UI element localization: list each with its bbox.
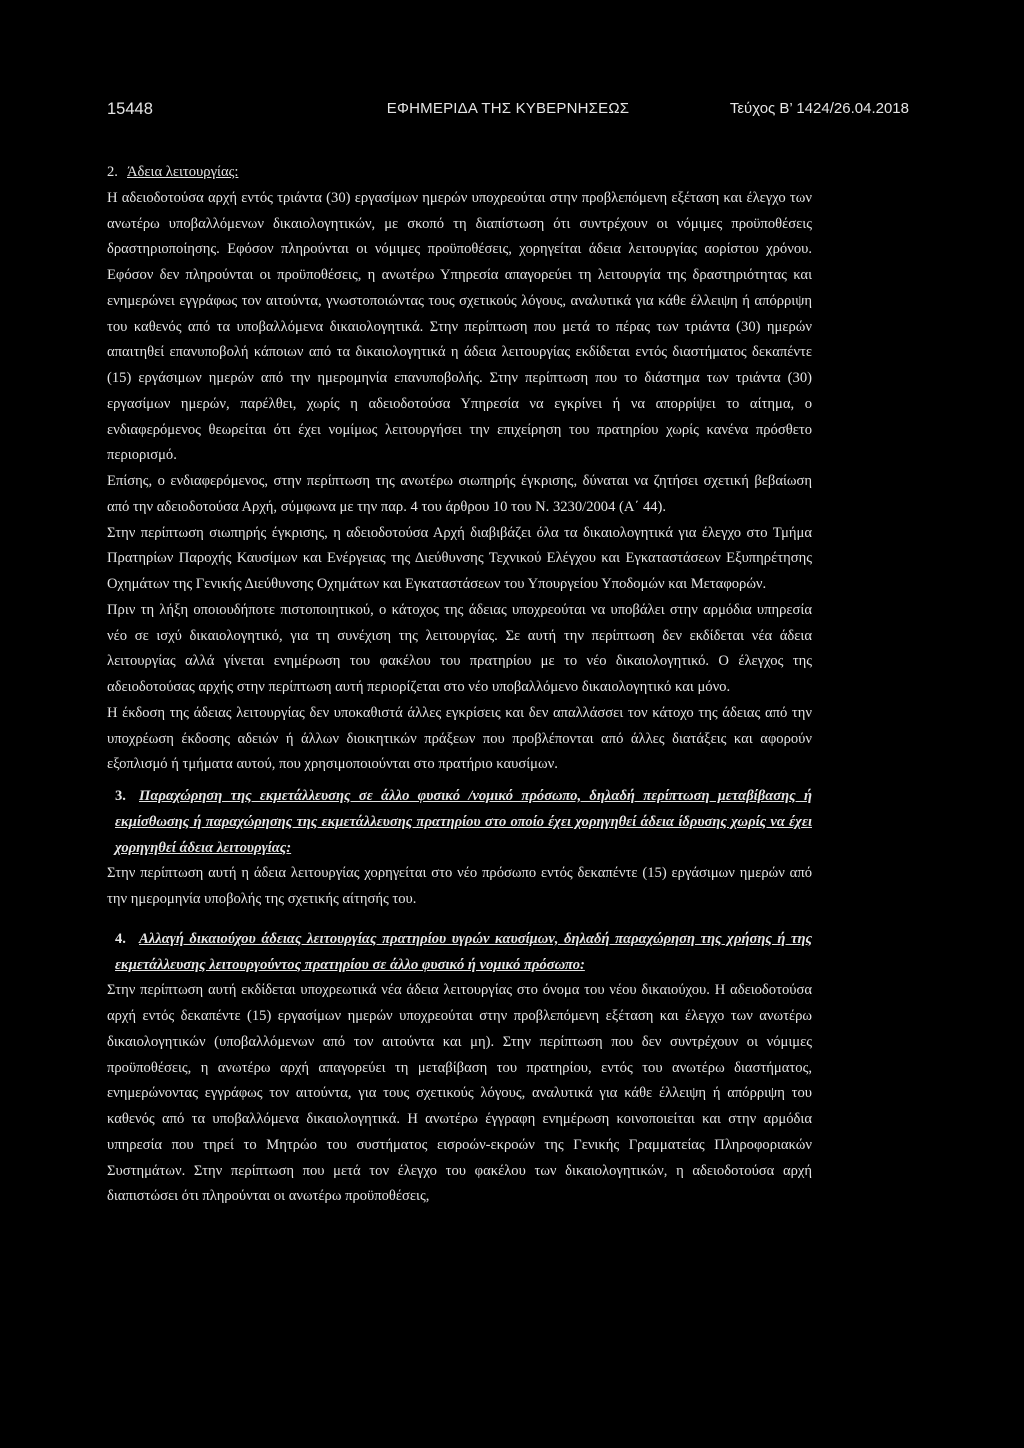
section-4-heading — [107, 927, 812, 979]
document-body — [107, 160, 812, 1210]
section-2-paragraph-5: Η έκδοση της άδειας λειτουργίας δεν υποκαθιστά άλλες εγκρίσεις και δεν απαλλάσσει τον κάτοχο της άδειας από την υποχρέωση έκδοσης αδειών ή άλλων διοικητικών πράξεων που προβλέπονται από άλλες διατάξεις και αφορούν εξοπλισμό ή τμήματα αυτού, που χρησιμοποιούνται στο πρατήριο καυσίμων. — [107, 704, 812, 773]
page-header — [107, 100, 909, 126]
section-3-number: 3. — [115, 788, 126, 804]
issue-info: Τεύχος Β’ 1424/26.04.2018 — [729, 100, 909, 117]
section-2-paragraph-1: Η αδειοδοτούσα αρχή εντός τριάντα (30) εργασίμων ημερών υποχρεούται στην προβλεπόμενη εξέταση και έλεγχο των ανωτέρω υποβαλλόμενων δικαιολογητικών, με σκοπό τη διαπίστωση ότι συντρέχουν οι νόμιμες προϋποθέσεις δραστηριοποίησης. Εφόσον πληρούνται οι νόμιμες προϋποθέσεις, χορηγείται άδεια λειτουργίας αορίστου χρόνου. Εφόσον δεν πληρούνται οι προϋποθέσεις, η ανωτέρω Υπηρεσία απαγορεύει τη λειτουργία της δραστηριότητας και ενημερώνει εγγράφως τον αιτούντα, γνωστοποιώντας τους σχετικούς λόγους, αναλυτικά για κάθε έλλειψη ή απόρριψη του καθενός από τα υποβαλλόμενα δικαιολογητικά. Στην περίπτωση που μετά το πέρας των τριάντα (30) ημερών απαιτηθεί επανυποβολή κάποιων από τα δικαιολογητικά η άδεια λειτουργίας εκδίδεται εντός διαστήματος δεκαπέντε (15) εργάσιμων ημερών από την ημερομηνία επανυποβολής. Στην περίπτωση που το διάστημα των τριάντα (30) εργασίμων ημερών, παρέλθει, χωρίς η αδειοδοτούσα Υπηρεσία να εγκρίνει ή να απορρίψει το αίτημα, ο ενδιαφερόμενος θεωρείται ότι έχει νομίμως λειτουργήσει την επιχείρηση του πρατηρίου χωρίς κανένα πρόσθετο περιορισμό. — [107, 189, 812, 464]
section-2-title: Άδεια λειτουργίας: — [127, 164, 239, 180]
gazette-title: ΕΦΗΜΕΡΙΔΑ ΤΗΣ ΚΥΒΕΡΝΗΣΕΩΣ — [386, 100, 630, 117]
section-4-number: 4. — [115, 930, 126, 947]
section-2-heading — [107, 160, 812, 186]
section-3-title: Παραχώρηση της εκμετάλλευσης σε άλλο φυσικό /νομικό πρόσωπο, δηλαδή περίπτωση μεταβίβασης ή εκμίσθωσης ή παραχώρησης της εκμετάλλευσης πρατηρίου στο οποίο έχει χορηγηθεί άδεια ίδρυσης χωρίς να έχει χορηγηθεί άδεια λειτουργίας: — [115, 788, 812, 856]
section-2-number: 2. — [107, 164, 118, 180]
section-3-heading — [107, 784, 812, 861]
page-number: 15448 — [107, 100, 153, 118]
section-4-title: Αλλαγή δικαιούχου άδειας λειτουργίας πρατηρίου υγρών καυσίμων, δηλαδή παραχώρηση της χρήσης ή της εκμετάλλευσης λειτουργούντος πρατηρίου σε άλλο φυσικό ή νομικό πρόσωπο: — [115, 930, 812, 973]
section-2-paragraph-2: Επίσης, ο ενδιαφερόμενος, στην περίπτωση της ανωτέρω σιωπηρής έγκρισης, δύναται να ζητήσει σχετική βεβαίωση από την αδειοδοτούσα Αρχή, σύμφωνα με την παρ. 4 του άρθρου 10 του Ν. 3230/2004 (Α΄ 44). — [107, 473, 812, 515]
section-2-paragraph-4: Πριν τη λήξη οποιουδήποτε πιστοποιητικού, ο κάτοχος της άδειας υποχρεούται να υποβάλει στην αρμόδια υπηρεσία νέο σε ισχύ δικαιολογητικό, για τη συνέχιση της λειτουργίας. Σε αυτή την περίπτωση δεν εκδίδεται νέα άδεια λειτουργίας αλλά γίνεται ενημέρωση του φακέλου του πρατηρίου με το νέο δικαιολογητικό. Ο έλεγχος της αδειοδοτούσας αρχής στην περίπτωση αυτή περιορίζεται στο νέο υποβαλλόμενο δικαιολογητικό και μόνο. — [107, 601, 812, 695]
section-4-paragraph-1: Στην περίπτωση αυτή εκδίδεται υποχρεωτικά νέα άδεια λειτουργίας στο όνομα του νέου δικαιούχου. Η αδειοδοτούσα αρχή εντός δεκαπέντε (15) εργασίμων ημερών υποχρεούται στην προβλεπόμενη εξέταση και έλεγχο των ανωτέρω δικαιολογητικών (υποβαλλόμενων από τον αιτούντα και μη). Στην περίπτωση που δεν συντρέχουν οι νόμιμες προϋποθέσεις, η ανωτέρω αρχή απαγορεύει τη μεταβίβαση του πρατηρίου, εντός του ανωτέρω διαστήματος, ενημερώνοντας εγγράφως τον αιτούντα, για τους σχετικούς λόγους, αναλυτικά για κάθε έλλειψη ή απόρριψη του καθενός από τα υποβαλλόμενα δικαιολογητικά. Η ανωτέρω έγγραφη ενημέρωση κοινοποιείται και στην αρμόδια υπηρεσία που τηρεί το Μητρώο του συστήματος εισροών-εκροών της Γενικής Γραμματείας Πληροφοριακών Συστημάτων. Στην περίπτωση που μετά τον έλεγχο του φακέλου των δικαιολογητικών, η αδειοδοτούσα αρχή διαπιστώσει ότι πληρούνται οι ανωτέρω προϋποθέσεις, — [107, 982, 812, 1205]
section-2-paragraph-3: Στην περίπτωση σιωπηρής έγκρισης, η αδειοδοτούσα Αρχή διαβιβάζει όλα τα δικαιολογητικά για έλεγχο στο Τμήμα Πρατηρίων Παροχής Καυσίμων και Ενέργειας της Διεύθυνσης Τεχνικού Ελέγχου και Εγκαταστάσεων Εξυπηρέτησης Οχημάτων της Γενικής Διεύθυνσης Οχημάτων και Εγκαταστάσεων του Υπουργείου Υποδομών και Μεταφορών. — [107, 524, 812, 592]
section-3-paragraph-1: Στην περίπτωση αυτή η άδεια λειτουργίας χορηγείται στο νέο πρόσωπο εντός δεκαπέντε (15) εργάσιμων ημερών από την ημερομηνία υποβολής της σχετικής αίτησής του. — [107, 865, 812, 907]
